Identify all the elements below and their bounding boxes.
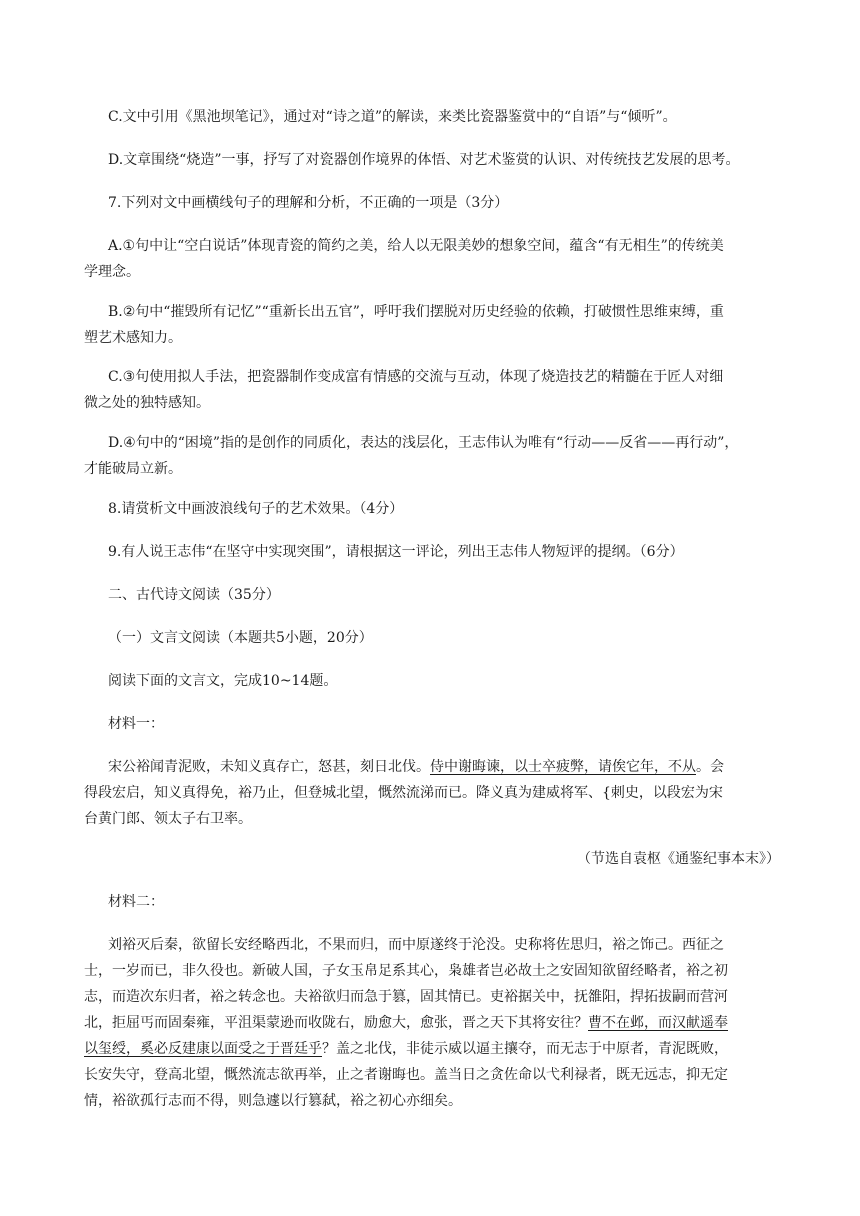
material-2-line-5: 以玺绶，奚必反建康以面受之于晋廷乎？盖之北伐，非徒示威以逼主攘夺，而无志于中原者，青泥既败， [84,1041,728,1057]
question-7-option-d-line-1: D.④句中的“困境”指的是创作的同质化，表达的浅层化，王志伟认为唯有“行动——反省——再行动”， [108,435,739,451]
material-1-source: （节选自袁枢《通鉴纪事本末》） [577,851,780,867]
question-7-option-a-line-1: A.①句中让“空白说话”体现青瓷的简约之美，给人以无限美妙的想象空间，蕴含“有无相生”的传统美 [108,238,724,254]
question-7-option-c-line-2: 微之处的独特感知。 [84,395,210,411]
subsection-heading: （一）文言文阅读（本题共5小题，20分） [108,630,373,646]
material-1-line-2: 得段宏启，知义真得免，裕乃止，但登城北望，慨然流涕而已。降义真为建威将军、{刺史，以段宏为宋 [84,785,723,801]
question-7-stem: 7.下列对文中画横线句子的理解和分析，不正确的一项是（3分） [108,195,509,211]
material-2-line-2: 士，一岁而已，非久役也。新破人国，子女玉帛足系其心，枭雄者岂必故土之安固知欲留经略者，裕之初 [84,963,728,979]
question-8: 8.请赏析文中画波浪线句子的艺术效果。（4分） [108,501,404,517]
material-2-label: 材料二： [108,894,164,910]
underlined-sentence: 侍中谢晦谏，以士卒疲弊，请俟它年，不从 [430,759,696,775]
material-2-line-4: 北，拒屈丐而固秦雍，平沮渠蒙逊而收陇右，励愈大，愈张，晋之天下其将安往？曹不在邺，而汉献遥奉 [84,1015,728,1031]
material-1-line-3: 台黄门郎、领太子右卫率。 [84,811,252,827]
section-heading: 二、古代诗文阅读（35分） [108,587,280,603]
material-2-line-6: 长安失守，登高北望，慨然流志欲再举，止之者谢晦也。盖当日之贪佐命以弋利禄者，既无远志，抑无定 [84,1067,728,1083]
reading-instruction: 阅读下面的文言文，完成10~14题。 [108,673,338,689]
question-7-option-b-line-1: B.②句中“摧毁所有记忆”“重新长出五官”，呼吁我们摆脱对历史经验的依赖，打破惯性思维束缚，重 [108,304,724,320]
question-6-option-c: C.文中引用《黑池坝笔记》，通过对“诗之道”的解读，来类比瓷器鉴赏中的“自语”与“倾听”。 [108,109,677,125]
material-1-line-1: 宋公裕闻青泥败，未知义真存亡，怒甚，刻日北伐。侍中谢晦谏，以士卒疲弊，请俟它年，不从。会 [108,759,724,775]
question-9: 9.有人说王志伟“在坚守中实现突围”，请根据这一评论，列出王志伟人物短评的提纲。（6分） [108,544,684,560]
material-2-line-3: 志，而造次东归者，裕之转念也。夫裕欲归而急于篡，固其情已。吏裕据关中，抚雒阳，捍拓拔嗣而营河 [84,989,728,1005]
material-2-line-7: 情，裕欲孤行志而不得，则急遽以行篡弑，裕之初心亦细矣。 [84,1093,462,1109]
question-7-option-b-line-2: 塑艺术感知力。 [84,330,182,346]
question-7-option-d-line-2: 才能破局立新。 [84,461,182,477]
question-7-option-c-line-1: C.③句使用拟人手法，把瓷器制作变成富有情感的交流与互动，体现了烧造技艺的精髓在于匠人对细 [108,369,724,385]
underlined-sentence: 以玺绶，奚必反建康以面受之于晋廷乎 [84,1041,322,1057]
question-7-option-a-line-2: 学理念。 [84,264,140,280]
material-2-line-1: 刘裕灭后秦，欲留长安经略西北，不果而归，而中原遂终于沦没。史称将佐思归，裕之饰己。西征之 [108,937,724,953]
material-1-label: 材料一： [108,716,164,732]
question-6-option-d: D.文章围绕“烧造”一事，抒写了对瓷器创作境界的体悟、对艺术鉴赏的认识、对传统技艺发展的思考。 [108,152,740,168]
underlined-sentence: 曹不在邺，而汉献遥奉 [588,1015,728,1031]
